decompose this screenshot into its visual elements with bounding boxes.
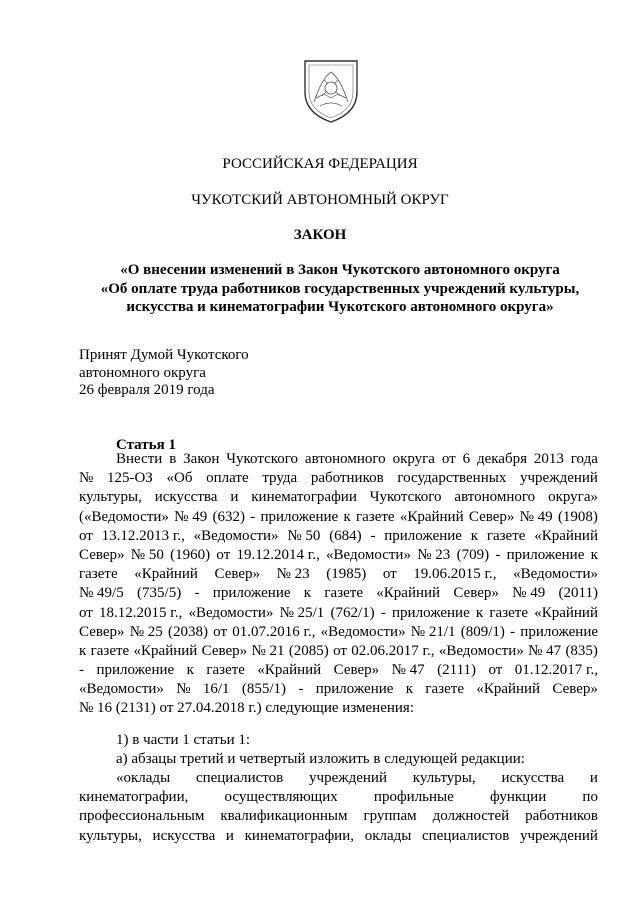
word: газете xyxy=(90,642,130,659)
word: специалистов xyxy=(195,770,284,786)
word: квалификационным xyxy=(220,808,348,825)
word: газете xyxy=(206,662,245,679)
article-heading: Статья 1 xyxy=(116,437,176,453)
word: 125-ОЗ xyxy=(106,470,153,487)
word: - xyxy=(495,546,501,563)
word: от xyxy=(488,662,503,679)
word: - xyxy=(194,585,200,602)
word: газете xyxy=(324,585,363,602)
item-a: а) абзацы третий и четвертый изложить в следующей редакции: xyxy=(116,750,525,767)
word: декабря xyxy=(476,451,527,467)
word: к xyxy=(343,508,351,525)
word: приложение xyxy=(384,527,462,544)
word: культуры, xyxy=(79,827,142,844)
word: приложение xyxy=(260,508,339,525)
word: 19.12.2014 г., xyxy=(236,546,320,563)
document-type: ЗАКОН xyxy=(293,227,347,243)
adoption-line: автономного округа xyxy=(79,364,206,381)
word: Север» xyxy=(468,508,515,525)
word: к xyxy=(470,527,479,544)
text-line xyxy=(79,546,598,565)
word: № 23 xyxy=(276,566,310,583)
word: культуры, xyxy=(412,770,476,786)
word: (835) xyxy=(565,642,598,659)
word: округа» xyxy=(548,489,598,506)
word: «Ведомости» xyxy=(193,527,279,544)
word: газете xyxy=(425,681,464,698)
word: к xyxy=(79,642,87,659)
text-line: № 16 (2131) от 27.04.2018 г.) следующие изменения: xyxy=(79,700,414,717)
word: № 47 xyxy=(391,662,425,679)
word: «Крайний xyxy=(376,585,441,602)
word: - xyxy=(370,527,376,544)
word: Закон xyxy=(183,451,220,467)
word: - xyxy=(250,508,256,525)
text-line xyxy=(79,788,598,807)
word: приложение xyxy=(520,623,598,640)
word: Чукотского xyxy=(226,451,299,467)
text-line xyxy=(79,488,598,507)
word: «Крайний xyxy=(534,527,598,544)
word: приложение xyxy=(315,681,394,698)
word: и xyxy=(225,827,234,844)
word: (2038) xyxy=(167,623,208,640)
word: «Крайний xyxy=(133,642,198,659)
word: (2011) xyxy=(558,585,598,602)
word: приложение xyxy=(96,662,175,679)
word: 16/1 xyxy=(202,681,230,698)
word: от xyxy=(333,642,347,659)
word: (632) xyxy=(212,508,245,525)
word: Север» xyxy=(333,662,380,679)
word: № 47 xyxy=(528,642,562,659)
text-line xyxy=(79,623,598,642)
word: труда xyxy=(262,470,298,487)
word: приложение xyxy=(392,604,470,621)
word: оплате xyxy=(206,470,249,487)
word: 01.07.2016 г., xyxy=(232,623,316,640)
text-line xyxy=(79,807,598,826)
word: приложение xyxy=(212,585,291,602)
word: («Ведомости» xyxy=(79,508,169,525)
word: «Крайний xyxy=(257,662,322,679)
word: кинематографии, xyxy=(79,789,189,806)
word: 13.12.2013 г., xyxy=(101,527,185,544)
word: «Ведомости» xyxy=(188,604,274,621)
word: газете xyxy=(489,604,529,621)
word: № 21/1 xyxy=(410,623,456,640)
law-title-line: искусства и кинематографии Чукотского автономного округа» xyxy=(126,299,554,315)
adoption-line: Принят Думой Чукотского xyxy=(79,347,249,363)
word: 01.12.2017 г., xyxy=(514,662,598,679)
word: (762/1) xyxy=(330,604,375,621)
word: к xyxy=(186,662,194,679)
text-line xyxy=(79,565,598,584)
word: осуществляющих xyxy=(224,789,338,806)
word: № 49 xyxy=(174,508,208,525)
word: Север» xyxy=(79,546,125,563)
text-line xyxy=(79,527,598,546)
word: функции xyxy=(489,789,547,806)
word: группам xyxy=(363,808,417,825)
word: газете xyxy=(355,508,395,525)
word: № 49 xyxy=(519,508,553,525)
word: по xyxy=(582,789,598,806)
word: к xyxy=(475,604,484,621)
word: Север» xyxy=(453,585,499,602)
word: искусства xyxy=(501,770,565,786)
word: должностей xyxy=(432,808,510,825)
word: 18.12.2015 г., xyxy=(99,604,183,621)
adoption-line: 26 февраля 2019 года xyxy=(79,382,215,398)
word: (1985) xyxy=(326,566,367,583)
word: «оклады xyxy=(116,770,171,786)
word: Север» xyxy=(214,566,261,583)
word: «Ведомости» xyxy=(513,566,598,583)
word: к xyxy=(405,681,414,698)
word: искусства xyxy=(152,827,216,844)
word: «Крайний xyxy=(134,566,198,583)
word: года xyxy=(570,451,598,467)
word: Север» xyxy=(79,623,125,640)
law-title-line: «О внесении изменений в Закон Чукотского автономного округа xyxy=(120,262,560,278)
word: № 50 xyxy=(130,546,164,563)
word: № 25/1 xyxy=(279,604,325,621)
law-title-line: «Об оплате труда работников государственных учреждений культуры, xyxy=(100,280,580,297)
word: учреждений xyxy=(520,470,598,487)
text-line xyxy=(79,642,598,661)
word: № 21 xyxy=(251,642,285,659)
word: газете xyxy=(486,527,526,544)
word: № xyxy=(79,470,94,487)
word: № xyxy=(176,681,191,698)
word: учреждений xyxy=(520,827,598,844)
word: от xyxy=(382,566,397,583)
quoted-text xyxy=(79,769,598,846)
word: к xyxy=(303,585,312,602)
word: оклады xyxy=(364,827,412,844)
word: округа xyxy=(392,451,435,467)
word: - xyxy=(510,623,516,640)
word: от xyxy=(216,546,231,563)
word: (2085) xyxy=(288,642,329,659)
word: 02.06.2017 г., xyxy=(351,642,435,659)
word: от xyxy=(79,527,93,544)
text-line xyxy=(79,469,598,488)
word: кинематографии xyxy=(251,489,357,506)
adoption-note xyxy=(79,347,249,400)
word: (2111) xyxy=(437,662,477,679)
word: газете xyxy=(79,566,118,583)
word: приложение xyxy=(506,546,585,563)
text-line xyxy=(79,661,598,680)
region-heading: ЧУКОТСКИЙ АВТОНОМНЫЙ ОКРУГ xyxy=(191,192,449,208)
word: (1908) xyxy=(557,508,598,525)
text-line xyxy=(79,769,598,788)
word: Север» xyxy=(552,681,598,698)
word: профессиональным xyxy=(79,808,205,825)
word: работников xyxy=(310,470,384,487)
word: работников xyxy=(525,808,598,825)
text-line xyxy=(79,604,598,623)
word: «Крайний xyxy=(534,604,598,621)
word: и xyxy=(230,489,239,506)
word: - xyxy=(79,662,84,679)
word: к xyxy=(590,546,598,563)
article-paragraph xyxy=(79,450,598,719)
word: № 23 xyxy=(417,546,451,563)
word: специалистов xyxy=(422,827,510,844)
word: Север» xyxy=(201,642,248,659)
paragraph-gap xyxy=(79,719,598,731)
article-body xyxy=(79,450,598,846)
word: Чукотского xyxy=(369,489,442,506)
word: «Ведомости» xyxy=(438,642,524,659)
word: № 49/5 xyxy=(79,585,124,602)
word: «Ведомости» xyxy=(326,546,411,563)
word: № 49 xyxy=(512,585,546,602)
text-line xyxy=(79,508,598,527)
word: «Крайний xyxy=(399,508,464,525)
item-1: 1) в части 1 статьи 1: xyxy=(116,731,251,748)
country-heading: РОССИЙСКАЯ ФЕДЕРАЦИЯ xyxy=(222,156,418,172)
word: государственных xyxy=(397,470,507,487)
word: кинематографии, xyxy=(244,827,354,844)
word: (709) xyxy=(456,546,490,563)
word: (1960) xyxy=(170,546,211,563)
word: (735/5) xyxy=(137,585,182,602)
word: от xyxy=(79,604,93,621)
word: № 50 xyxy=(287,527,321,544)
word: 2013 xyxy=(533,451,564,467)
word: № 25 xyxy=(129,623,163,640)
word: в xyxy=(169,451,177,467)
text-line xyxy=(79,584,598,603)
word: учреждений xyxy=(309,770,387,786)
word: (684) xyxy=(329,527,362,544)
word: автономного xyxy=(304,451,386,467)
word: 6 xyxy=(462,451,471,467)
word: от xyxy=(441,451,456,467)
word: (809/1) xyxy=(460,623,505,640)
word: «Крайний xyxy=(476,681,541,698)
word: - xyxy=(298,681,304,698)
word: 19.06.2015 г., xyxy=(413,566,497,583)
text-line xyxy=(79,680,598,699)
word: «Об xyxy=(166,470,193,487)
coat-of-arms-emblem xyxy=(302,58,360,124)
word: автономного xyxy=(454,489,536,506)
word: от xyxy=(213,623,228,640)
text-line xyxy=(79,450,598,469)
word: Внести xyxy=(116,451,163,467)
word: и xyxy=(589,770,598,786)
word: «Ведомости» xyxy=(320,623,406,640)
law-title xyxy=(80,261,600,317)
word: - xyxy=(380,604,386,621)
word: искусства xyxy=(154,489,218,506)
word: культуры, xyxy=(79,489,142,506)
word: «Ведомости» xyxy=(79,681,164,698)
word: (855/1) xyxy=(241,681,287,698)
text-line xyxy=(79,827,598,846)
word: профильные xyxy=(373,789,454,806)
